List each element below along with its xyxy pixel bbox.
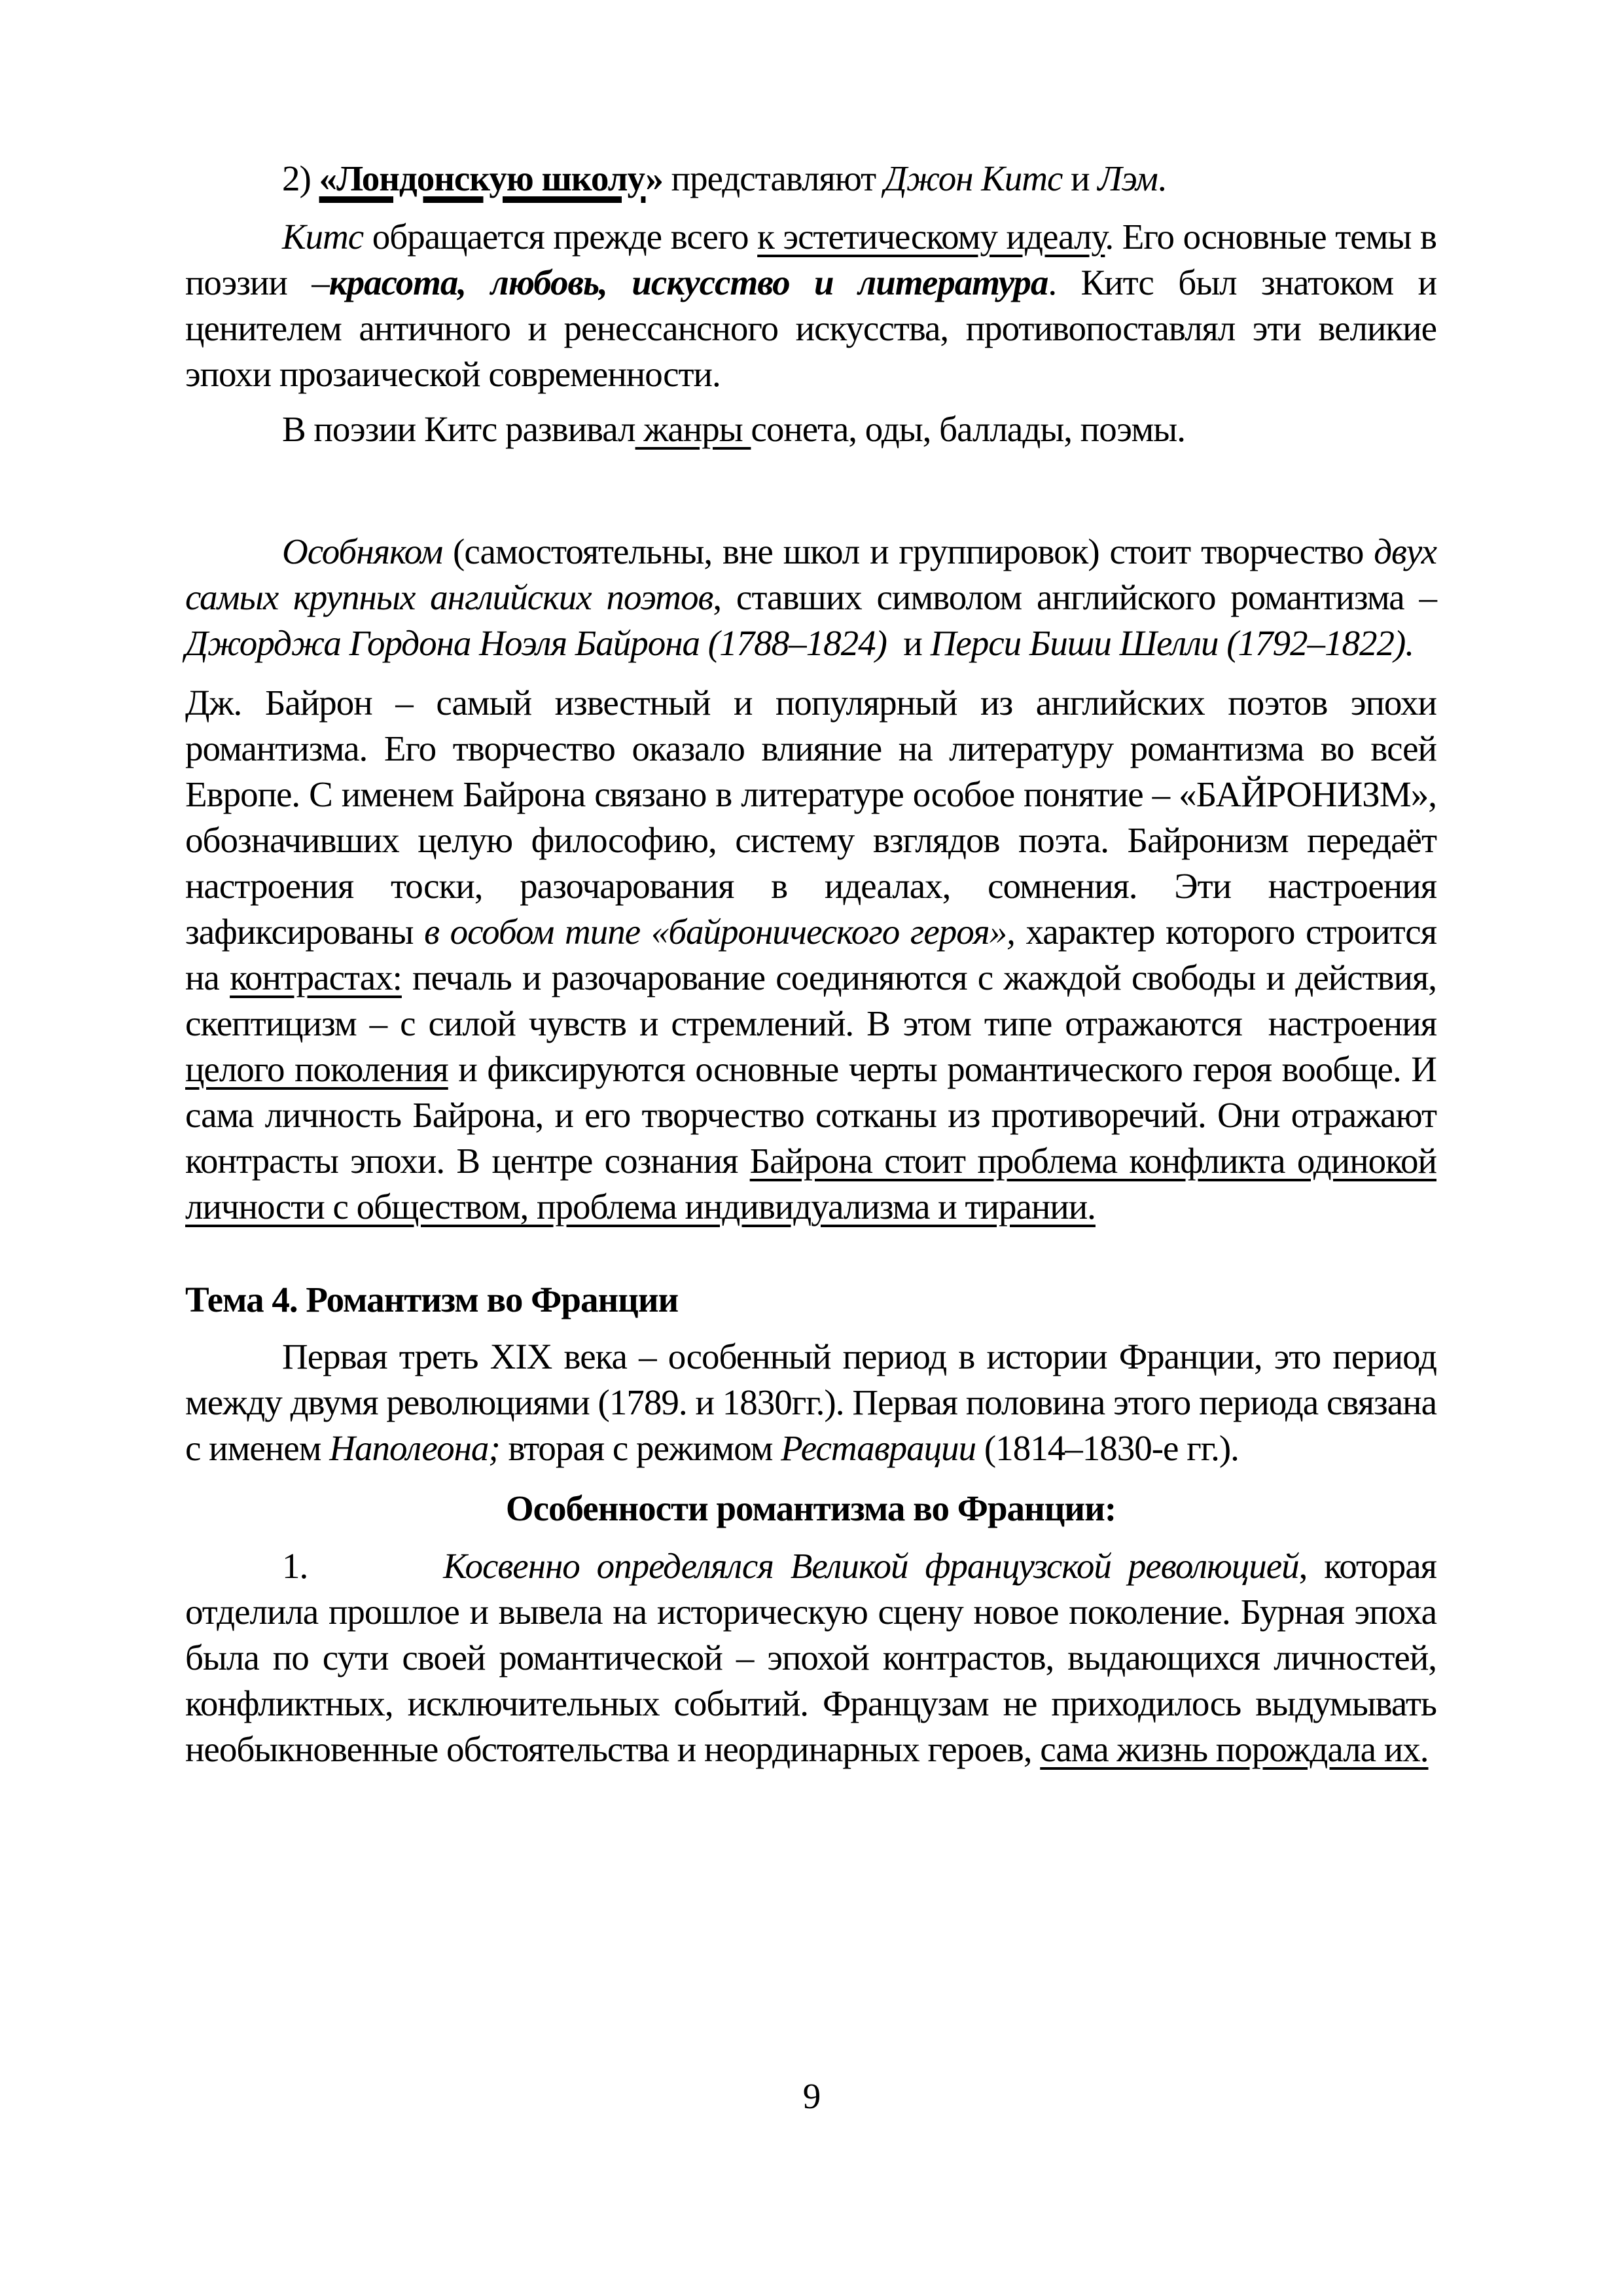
text-segment: характер которого строится на: [185, 912, 1436, 997]
text-segment: и: [1062, 158, 1098, 198]
text-segment: вторая с режимом: [499, 1428, 781, 1468]
text-segment: контрастах:: [230, 958, 402, 997]
text-segment: .: [1157, 158, 1166, 198]
text-segment: «Лондонскую школу: [319, 158, 646, 198]
text-segment: Тема 4. Романтизм во Франции: [185, 1280, 679, 1319]
text-segment: , ставших символом английского романтизма –: [713, 577, 1436, 617]
text-segment: печаль и разочарование соединяются с жаждой свободы и действия, скептицизм – с силой чувств и стремлений. В этом типе отражаются настроения: [185, 958, 1436, 1043]
text-segment: Первая треть XIX века – особенный период в истории Франции, это период между двумя революциями (1789. и 1830гг.). Первая половина этого периода связана с именем: [185, 1336, 1436, 1468]
text-segment: Китс: [282, 217, 364, 257]
text-segment: 1.: [282, 1546, 444, 1586]
paragraph: [185, 156, 1436, 202]
text-segment: Джорджа Гордона Ноэля Байрона (1788–1824): [185, 623, 887, 663]
text-segment: (1814–1830-е гг.).: [976, 1428, 1239, 1468]
text-segment: Особняком: [282, 531, 443, 571]
text-segment: в особом типе «байронического героя»,: [424, 912, 1015, 952]
paragraph: [185, 1334, 1436, 1471]
text-segment: »: [645, 158, 663, 198]
text-segment: Джон Китс: [883, 158, 1063, 198]
text-segment: Наполеона;: [329, 1428, 500, 1468]
text-segment: 2): [282, 158, 319, 198]
text-segment: и: [886, 623, 931, 663]
text-segment: обращается прежде всего: [363, 217, 758, 257]
page-number: 9: [802, 2076, 821, 2116]
text-segment: Косвенно определялся Великой французской революцией: [443, 1546, 1299, 1586]
paragraph: [185, 1543, 1436, 1772]
paragraph: [185, 214, 1436, 397]
text-segment: В поэзии Китс развивал: [282, 409, 635, 449]
text-segment: сонета, оды, баллады, поэмы.: [751, 409, 1186, 449]
paragraph: [185, 680, 1436, 1230]
text-segment: Байрона стоит проблема конфликта одинокой личности с обществом, проблема индивидуализма и тирании.: [185, 1141, 1436, 1227]
text-segment: сама жизнь порождала их.: [1040, 1729, 1429, 1769]
text-segment: к эстетическому идеалу: [757, 217, 1105, 257]
text-segment: представляют: [662, 158, 884, 198]
text-segment: и фиксируются основные черты романтического героя вообще. И сама личность Байрона, и его творчество сотканы из противоречий. Они отражают контрасты эпохи. В центре сознания: [185, 1049, 1437, 1181]
text-segment: жанры: [635, 409, 751, 449]
text-segment: Реставрации: [781, 1428, 976, 1468]
text-segment: Особенности романтизма во Франции:: [505, 1488, 1116, 1528]
text-segment: Дж. Байрон – самый известный и популярный из английских поэтов эпохи романтизма. Его творчество оказало влияние на литературу романтизма во всей Европе. С именем Байрона связано в литературе особое понятие – «БАЙРОНИЗМ», обозначивших целую философию, систему взглядов поэта. Байронизм передаёт настроения тоски, разочарования в идеалах, сомнения. Эти настроения зафиксированы: [185, 683, 1436, 952]
paragraph: [185, 529, 1436, 666]
paragraph: [185, 406, 1436, 452]
text-segment: красота, любовь, искусство и литература: [329, 262, 1048, 302]
text-segment: Лэм: [1097, 158, 1158, 198]
text-segment: . Китс был знатоком и ценителем античного и ренессансного искусства, противопоставлял эти великие эпохи прозаической современности.: [185, 262, 1437, 394]
heading: [185, 1277, 1436, 1323]
text-segment: Перси Биши Шелли (1792–1822).: [930, 623, 1414, 663]
text-segment: . Его основные темы в поэзии –: [185, 217, 1437, 302]
text-segment: двух самых крупных английских поэтов: [185, 531, 1436, 617]
heading-centered: [185, 1486, 1436, 1532]
text-segment: (самостоятельны, вне школ и группировок) стоит творчество: [442, 531, 1374, 571]
text-segment: , которая отделила прошлое и вывела на историческую сцену новое поколение. Бурная эпоха была по сути своей романтической – эпохой контрастов, выдающихся личностей, конфликтных, исключительных событий. Французам не приходилось выдумывать необыкновенные обстоятельства и неординарных героев,: [185, 1546, 1436, 1769]
text-segment: целого поколения: [185, 1049, 448, 1089]
